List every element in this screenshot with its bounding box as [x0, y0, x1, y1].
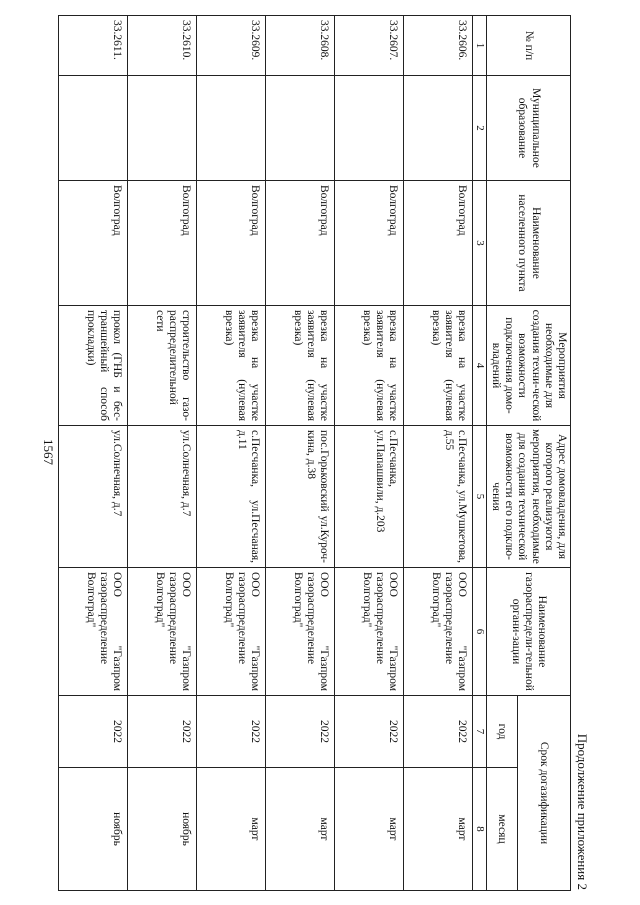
row-month: март — [404, 768, 473, 891]
column-number: 8 — [473, 768, 487, 891]
table-row — [335, 16, 404, 891]
row-settlement: Волгоград — [128, 181, 197, 306]
row-municipality — [128, 76, 197, 181]
row-month: март — [197, 768, 266, 891]
row-org: ООО "Газпром газораспределение Волгоград" — [128, 568, 197, 696]
column-number: 6 — [473, 568, 487, 696]
row-month: ноябрь — [59, 768, 128, 891]
row-num: 33.2607. — [335, 16, 404, 76]
row-address: пос.Горьковский ул.Куроч-кина, д.38 — [266, 426, 335, 568]
column-number: 3 — [473, 181, 487, 306]
row-municipality — [266, 76, 335, 181]
row-settlement: Волгоград — [335, 181, 404, 306]
row-measure: прокол (ГНБ и бес-траншейный способ прокладки) — [59, 306, 128, 426]
header-org: Наименование газораспредели-тельной органи-зации — [486, 568, 570, 696]
row-measure: врезка на участке заявителя (нулевая врезка) — [404, 306, 473, 426]
row-address: ул.Солнечная, д.7 — [59, 426, 128, 568]
header-settlement: Наименование населенного пункта — [486, 181, 570, 306]
row-org: ООО "Газпром газораспределение Волгоград" — [59, 568, 128, 696]
row-year: 2022 — [59, 696, 128, 768]
row-num: 33.2611. — [59, 16, 128, 76]
row-org: ООО "Газпром газораспределение Волгоград" — [266, 568, 335, 696]
header-municipality: Муниципальное образование — [486, 76, 570, 181]
table-row — [59, 16, 128, 891]
document-page — [70, 15, 590, 890]
row-month: ноябрь — [128, 768, 197, 891]
column-number: 4 — [473, 306, 487, 426]
row-municipality — [404, 76, 473, 181]
row-num: 33.2609. — [197, 16, 266, 76]
row-measure: врезка на участке заявителя (нулевая врезка) — [197, 306, 266, 426]
row-measure: врезка на участке заявителя (нулевая врезка) — [335, 306, 404, 426]
table-row — [128, 16, 197, 891]
header-year: год — [486, 696, 517, 768]
column-number: 2 — [473, 76, 487, 181]
header-deadline: Срок догазификации — [517, 696, 570, 891]
row-municipality — [59, 76, 128, 181]
header-address: Адрес домовладения, для которого реализуются мероприятия, необходимые для создания технической возможности его подклю-чения — [486, 426, 570, 568]
row-num: 33.2606. — [404, 16, 473, 76]
row-org: ООО "Газпром газораспределение Волгоград" — [197, 568, 266, 696]
header-month: месяц — [486, 768, 517, 891]
row-year: 2022 — [335, 696, 404, 768]
row-measure: врезка на участке заявителя (нулевая врезка) — [266, 306, 335, 426]
header-measures: Мероприятия необходимые для создания техни-ческой возможности подключения домо-владений — [486, 306, 570, 426]
column-number: 1 — [473, 16, 487, 76]
row-org: ООО "Газпром газораспределение Волгоград" — [335, 568, 404, 696]
row-address: с.Песчанка, ул.Папашвили, д.203 — [335, 426, 404, 568]
row-settlement: Волгоград — [197, 181, 266, 306]
row-settlement: Волгоград — [404, 181, 473, 306]
table-row — [266, 16, 335, 891]
header-num: № п/п — [486, 16, 570, 76]
column-number: 5 — [473, 426, 487, 568]
row-address: с.Песчанка, ул.Мушкетова, д.55 — [404, 426, 473, 568]
continuation-label: Продолжение приложения 2 — [575, 733, 590, 890]
row-municipality — [197, 76, 266, 181]
row-year: 2022 — [266, 696, 335, 768]
column-number: 7 — [473, 696, 487, 768]
row-org: ООО "Газпром газораспределение Волгоград" — [404, 568, 473, 696]
row-month: март — [335, 768, 404, 891]
row-address: с.Песчанка, ул.Песчаная, д.11 — [197, 426, 266, 568]
row-settlement: Волгоград — [59, 181, 128, 306]
row-num: 33.2610. — [128, 16, 197, 76]
table-row — [404, 16, 473, 891]
row-municipality — [335, 76, 404, 181]
page-number: 1567 — [41, 439, 56, 465]
row-settlement: Волгоград — [266, 181, 335, 306]
row-address: ул.Солнечная, д.7 — [128, 426, 197, 568]
row-month: март — [266, 768, 335, 891]
row-year: 2022 — [128, 696, 197, 768]
gasification-table — [58, 15, 571, 891]
table-row — [197, 16, 266, 891]
row-year: 2022 — [404, 696, 473, 768]
row-year: 2022 — [197, 696, 266, 768]
row-num: 33.2608. — [266, 16, 335, 76]
row-measure: строительство газо-распределительной сети — [128, 306, 197, 426]
